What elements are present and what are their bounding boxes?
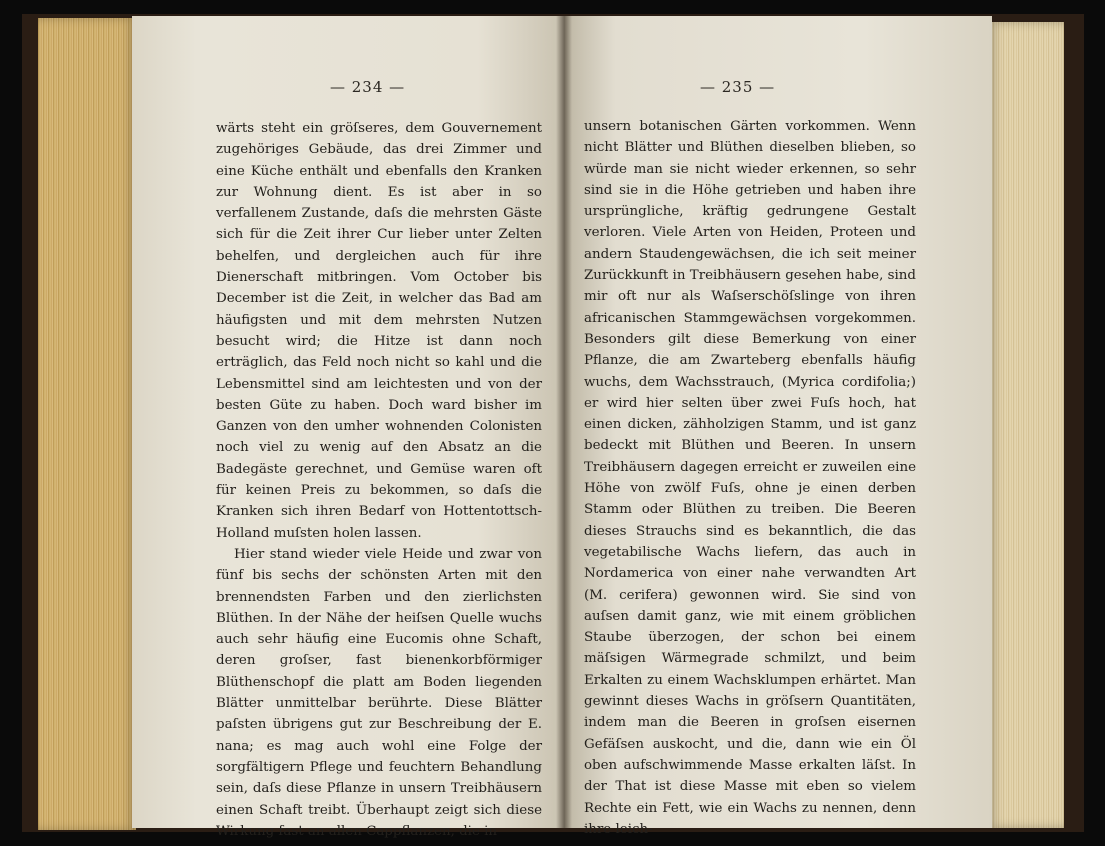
left-paragraph-1: wärts steht ein gröſseres, dem Gouvernement zugehöriges Gebäude, das drei Zimmer und eine Küche enthält und ebenfalls den Kranken zur Wohnung dient. Es ist aber in so verfallenem Zustande, daſs die mehrsten Gäste sich für die Zeit ihrer Cur lieber unter Zelten behelfen, und dergleichen auch für ihre Dienerschaft mitbringen. Vom October bis December ist die Zeit, in welcher das Bad am häufigsten und mit dem mehrsten Nutzen besucht wird; die Hitze ist dann noch erträglich, das Feld noch nicht so kahl und die Lebensmittel sind am leichtesten und von der besten Güte zu haben. Doch ward bisher im Ganzen von den umher wohnenden Colonisten noch viel zu wenig auf den Absatz an die Badegäste gerechnet, und Gemüse waren oft für keinen Preis zu bekommen, so daſs die Kranken sich ihren Bedarf von Hottentottsch-Holland muſsten holen lassen. <box>216 121 542 541</box>
left-page-text <box>216 118 542 842</box>
book-gutter <box>556 16 572 828</box>
right-paragraph-1: unsern botanischen Gärten vorkommen. Wenn nicht Blätter und Blüthen dieselben blieben, so würde man sie nicht wieder erkennen, so sehr sind sie in die Höhe getrieben und haben ihre ursprüngliche, kräftig gedrungene Gestalt verloren. Viele Arten von Heiden, Proteen und andern Staudengewächsen, die ich seit meiner Zurückkunft in Treibhäusern gesehen habe, sind mir oft nur als Waſserschöſslinge von ihren africanischen Stammgewächsen vorgekommen. Besonders gilt diese Bemerkung von einer Pflanze, die am Zwarteberg ebenfalls häufig wuchs, dem Wachsstrauch, (Myrica cordifolia;) er wird hier selten über zwei Fuſs hoch, hat einen dicken, zähholzigen Stamm, und ist ganz bedeckt mit Blüthen und Beeren. In unsern Treibhäusern dagegen erreicht er zuweilen eine Höhe von zwölf Fuſs, ohne je einen derben Stamm oder Blüthen zu treiben. Die Beeren dieses Strauchs sind es bekanntlich, die das vegetabilische Wachs liefern, das auch in Nordamerica von einer nahe verwandten Art (M. cerifera) gewonnen wird. Sie sind von auſsen damit ganz, wie mit einem gröblichen Staube überzogen, der schon bei einem mäſsigen Wärmegrade schmilzt, und beim Erkalten zu einem Wachsklumpen erhärtet. Man gewinnt dieses Wachs in gröſsern Quantitäten, indem man die Beeren in groſsen eisernen Gefäſsen auskocht, und die, dann wie ein Öl oben aufschwimmende Masse erkalten läſst. In der That ist diese Masse mit eben so vielem Rechte ein Fett, wie ein Wachs zu nennen, denn ihre leich- <box>584 119 916 837</box>
left-page-number: — 234 — <box>330 78 406 96</box>
left-paragraph-2: Hier stand wieder viele Heide und zwar von fünf bis sechs der schönsten Arten mit den brennendsten Farben und den zierlichsten Blüthen. In der Nähe der heiſsen Quelle wuchs auch sehr häufig eine Eucomis ohne Schaft, deren groſser, fast bienenkorbförmiger Blüthenschopf die platt am Boden liegenden Blätter unmittelbar berührte. Diese Blätter paſsten übrigens gut zur Beschreibung der E. nana; es mag auch wohl eine Folge der sorgfältigern Pflege und feuchtern Behandlung sein, daſs diese Pflanze in unsern Treibhäusern einen Schaft treibt. Überhaupt zeigt sich diese Wirkung fast an allen Cappflanzen, die in <box>216 546 542 839</box>
left-page-edges <box>38 18 136 830</box>
right-page-edges <box>988 22 1064 828</box>
right-page-text <box>584 116 916 840</box>
right-page-number: — 235 — <box>700 78 776 96</box>
